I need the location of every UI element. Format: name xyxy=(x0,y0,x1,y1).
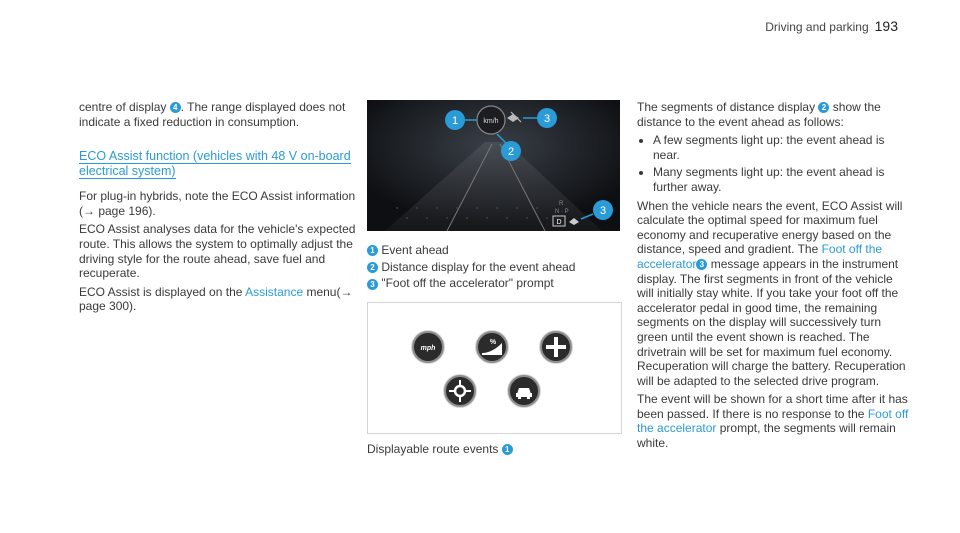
page-header xyxy=(765,18,898,34)
heading-text: ECO Assist function (vehicles with 48 V on-board electrical system) xyxy=(79,149,351,179)
svg-text:3: 3 xyxy=(599,205,607,217)
assistance-link[interactable]: Assistance xyxy=(245,284,304,299)
paragraph-analysis: ECO Assist analyses data for the vehicle's expected route. This allows the system to optimally adjust the driving style for the route ahead, save fuel and recuperate. xyxy=(79,222,356,281)
instrument-display-image xyxy=(367,100,620,231)
image-legend xyxy=(367,243,620,291)
column-right xyxy=(637,100,912,455)
badge: 2 xyxy=(367,262,378,273)
section-title: Driving and parking xyxy=(765,20,869,34)
section-heading xyxy=(79,149,364,179)
text: "Foot off the accelerator" prompt xyxy=(381,276,554,291)
svg-text:%: % xyxy=(489,338,497,346)
text: Event ahead xyxy=(381,243,449,257)
badge: 1 xyxy=(367,245,378,256)
paragraph-segments xyxy=(637,100,912,129)
svg-text:2: 2 xyxy=(507,146,515,158)
foot-off-link-2[interactable]: Foot off the accelerator xyxy=(637,406,909,436)
text: prompt, the segments will remain white. xyxy=(637,421,896,451)
paragraph-passed xyxy=(637,392,912,450)
badge: 3 xyxy=(696,259,707,270)
svg-text:3: 3 xyxy=(543,113,551,125)
route-events-icons xyxy=(367,302,622,434)
paragraph-intro xyxy=(79,100,364,129)
junction-icon xyxy=(540,331,572,363)
text: When the vehicle nears the event, ECO Assist will calculate the optimal speed for maximum fuel economy and recuperative energy based on the distance, speed and gradient. The xyxy=(637,198,903,257)
roundabout-icon xyxy=(444,375,476,407)
gear-r: R xyxy=(559,201,564,207)
paragraph-display xyxy=(79,285,364,314)
text: centre of display xyxy=(79,100,170,114)
paragraph-plugin: For plug-in hybrids, note the ECO Assist information (→ page 196). xyxy=(79,189,356,218)
text: show the distance to the event ahead as follows: xyxy=(637,100,881,129)
text: . The range displayed does not indicate a fixed reduction in consumption. xyxy=(79,100,346,129)
list-item: • A few segments light up: the event ahead is near. xyxy=(653,133,912,162)
gear-d: D xyxy=(556,219,562,226)
callout-badge-4: 4 xyxy=(170,102,181,113)
text: The event will be shown for a short time after it has been passed. If there is no response to the xyxy=(637,392,908,421)
vehicle-ahead-icon xyxy=(508,375,540,407)
text: Distance display for the event ahead xyxy=(381,259,576,274)
column-middle xyxy=(367,100,620,434)
image-caption xyxy=(367,442,513,456)
badge: 2 xyxy=(818,102,829,113)
badge: 1 xyxy=(502,444,513,455)
svg-text:mph: mph xyxy=(420,344,436,352)
paragraph-nearing xyxy=(637,199,912,389)
list-item: • Many segments light up: the event ahead is further away. xyxy=(653,165,912,194)
page-number: 193 xyxy=(874,18,898,34)
svg-text:1: 1 xyxy=(451,115,459,127)
speed-limit-icon xyxy=(412,331,444,363)
legend-item-1 xyxy=(367,243,620,258)
legend-item-2 xyxy=(367,260,620,275)
text: ECO Assist is displayed on the xyxy=(79,284,246,299)
speed-unit-label: km/h xyxy=(483,118,499,125)
dashboard-graphic xyxy=(367,100,620,231)
legend-item-3 xyxy=(367,276,620,291)
gear-np: N · P xyxy=(555,209,569,215)
column-left xyxy=(79,100,364,318)
segments-list xyxy=(637,133,912,194)
gradient-icon xyxy=(476,331,508,363)
badge: 3 xyxy=(367,279,378,290)
text: message appears in the instrument display. The first segments in front of the vehicle will initially stay white. If you take your foot off the accelerator pedal in good time, the remaining segments on the display will successively turn green until the event shown is reached. The drivetrain will be set for maximum fuel economy. Recuperation will charge the battery. Recuperation will be adapted to the selected drive program. xyxy=(637,256,906,388)
text: menu(→ page 300). xyxy=(79,284,353,314)
text: The segments of distance display xyxy=(637,100,819,114)
text: Displayable route events xyxy=(367,442,502,456)
foot-off-link[interactable]: Foot off the accelerator xyxy=(637,242,883,271)
